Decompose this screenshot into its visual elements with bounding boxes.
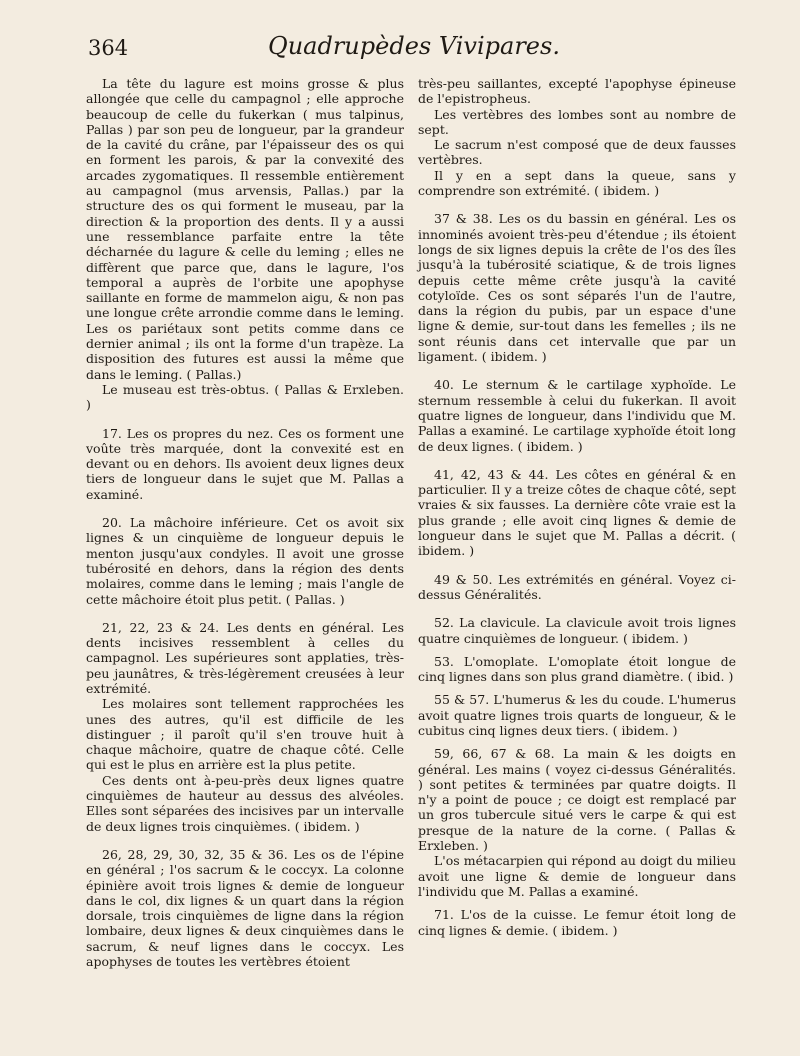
page-header bbox=[88, 30, 740, 66]
paragraph: 53. L'omoplate. L'omoplate étoit longue de cinq lignes dans son plus grand diamètre. ( ibid. ) bbox=[418, 653, 736, 685]
paragraph: 21, 22, 23 & 24. Les dents en général. Les dents incisives ressemblent à celles du campagnol. Les supérieures sont applaties, très-peu jaunâtres, & très-légèrement creusées à leur extrémité. bbox=[86, 619, 404, 696]
paragraph: très-peu saillantes, excepté l'apophyse épineuse de l'epistropheus. bbox=[418, 76, 736, 107]
paragraph: Les vertèbres des lombes sont au nombre de sept. bbox=[418, 106, 736, 137]
paragraph: L'os métacarpien qui répond au doigt du milieu avoit une ligne & demie de longueur dans l'individu que M. Pallas a examiné. bbox=[418, 853, 736, 899]
paragraph: 37 & 38. Les os du bassin en général. Les os innominés avoient très-peu d'étendue ; ils étoient longs de six lignes depuis la crête de l'os des îles jusqu'à la tubérosité sciatique, & de trois lignes depuis cette même crête jusqu'à la cavité cotyloïde. Ces os sont séparés l'un de l'autre, dans la région du pubis, par un espace d'une ligne & demie, sur-tout dans les femelles ; ils ne sont réunis dans cet intervalle que par un ligament. ( ibidem. ) bbox=[418, 211, 736, 365]
paragraph: 59, 66, 67 & 68. La main & les doigts en général. Les mains ( voyez ci-dessus Généralités. ) sont petites & terminées par quatre doigts. Il n'y a point de pouce ; ce doigt est remplacé par un gros tubercule situé vers le carpe & qui est presque de la nature de la corne. ( Pallas & Erxleben. ) bbox=[418, 746, 736, 854]
paragraph: Il y en a sept dans la queue, sans y comprendre son extrémité. ( ibidem. ) bbox=[418, 167, 736, 199]
paragraph: 52. La clavicule. La clavicule avoit trois lignes quatre cinquièmes de longueur. ( ibidem. ) bbox=[418, 615, 736, 646]
paragraph: La tête du lagure est moins grosse & plus allongée que celle du campagnol ; elle approche beaucoup de celle du fukerkan ( mus talpinus, Pallas ) par son peu de longueur, par la grandeur de la cavité du crâne, par l'épaisseur des os qui en forment les parois, & par la convexité des arcades zygomatiques. Il ressemble entièrement au campagnol (mus arvensis, Pallas.) par la structure des os qui forment le museau, par la direction & la proportion des dents. Il y a aussi une ressemblance parfaite entre la tête décharnée du lagure & celle du leming ; elles ne diffèrent que parce que, dans le lagure, l'os temporal a auprès de l'orbite une apophyse saillante en forme de mammelon aigu, & non pas une longue crête arrondie comme dans le leming. Les os pariétaux sont petits comme dans ce dernier animal ; ils ont la forme d'un trapèze. La disposition des futures est aussi la même que dans le leming. ( Pallas.) bbox=[86, 76, 404, 382]
paragraph: 26, 28, 29, 30, 32, 35 & 36. Les os de l'épine en général ; l'os sacrum & le coccyx. La colonne épinière avoit trois lignes & demie de longueur dans le col, dix lignes & un quart dans la région dorsale, trois cinquièmes de ligne dans la région lombaire, deux lignes & deux cinquièmes dans le sacrum, & neuf lignes dans le coccyx. Les apophyses de toutes les vertèbres étoient bbox=[86, 846, 404, 970]
paragraph: 71. L'os de la cuisse. Le femur étoit long de cinq lignes & demie. ( ibidem. ) bbox=[418, 907, 736, 938]
left-column bbox=[86, 76, 404, 969]
running-title: Quadrupèdes Vivipares. bbox=[268, 32, 560, 60]
paragraph: Ces dents ont à-peu-près deux lignes quatre cinquièmes de hauteur au dessus des alvéoles. Elles sont séparées des incisives par un intervalle de deux lignes trois cinquièmes. ( ibidem. ) bbox=[86, 772, 404, 834]
paragraph: 41, 42, 43 & 44. Les côtes en général & en particulier. Il y a treize côtes de chaque côté, sept vraies & six fausses. La dernière côte vraie est la plus grande ; elle avoit cinq lignes & demie de longueur dans le sujet que M. Pallas a décrit. ( ibidem. ) bbox=[418, 466, 736, 559]
paragraph: Le sacrum n'est composé que de deux fausses vertèbres. bbox=[418, 137, 736, 168]
paragraph: Le museau est très-obtus. ( Pallas & Erxleben. ) bbox=[86, 381, 404, 413]
right-column bbox=[418, 76, 736, 938]
paragraph: 20. La mâchoire inférieure. Cet os avoit six lignes & un cinquième de longueur depuis le menton jusqu'aux condyles. Il avoit une grosse tubérosité en dehors, dans la région des dents molaires, comme dans le leming ; mais l'angle de cette mâchoire étoit plus petit. ( Pallas. ) bbox=[86, 515, 404, 607]
page-number: 364 bbox=[88, 36, 129, 60]
paragraph: Les molaires sont tellement rapprochées les unes des autres, qu'il est difficile de les distinguer ; il paroît qu'il s'en trouve huit à chaque mâchoire, quatre de chaque côté. Celle qui est le plus en arrière est la plus petite. bbox=[86, 696, 404, 773]
paragraph: 17. Les os propres du nez. Ces os forment une voûte très marquée, dont la convexité est en devant ou en dehors. Ils avoient deux lignes deux tiers de longueur dans le sujet que M. Pallas a examiné. bbox=[86, 425, 404, 502]
paragraph: 55 & 57. L'humerus & les du coude. L'humerus avoit quatre lignes trois quarts de longueur, & le cubitus cinq lignes deux tiers. ( ibidem. ) bbox=[418, 692, 736, 738]
paragraph: 49 & 50. Les extrémités en général. Voyez ci-dessus Généralités. bbox=[418, 571, 736, 602]
paragraph: 40. Le sternum & le cartilage xyphoïde. Le sternum ressemble à celui du fukerkan. Il avoit quatre lignes de longueur, dans l'individu que M. Pallas a examiné. Le cartilage xyphoïde étoit long de deux lignes. ( ibidem. ) bbox=[418, 377, 736, 454]
